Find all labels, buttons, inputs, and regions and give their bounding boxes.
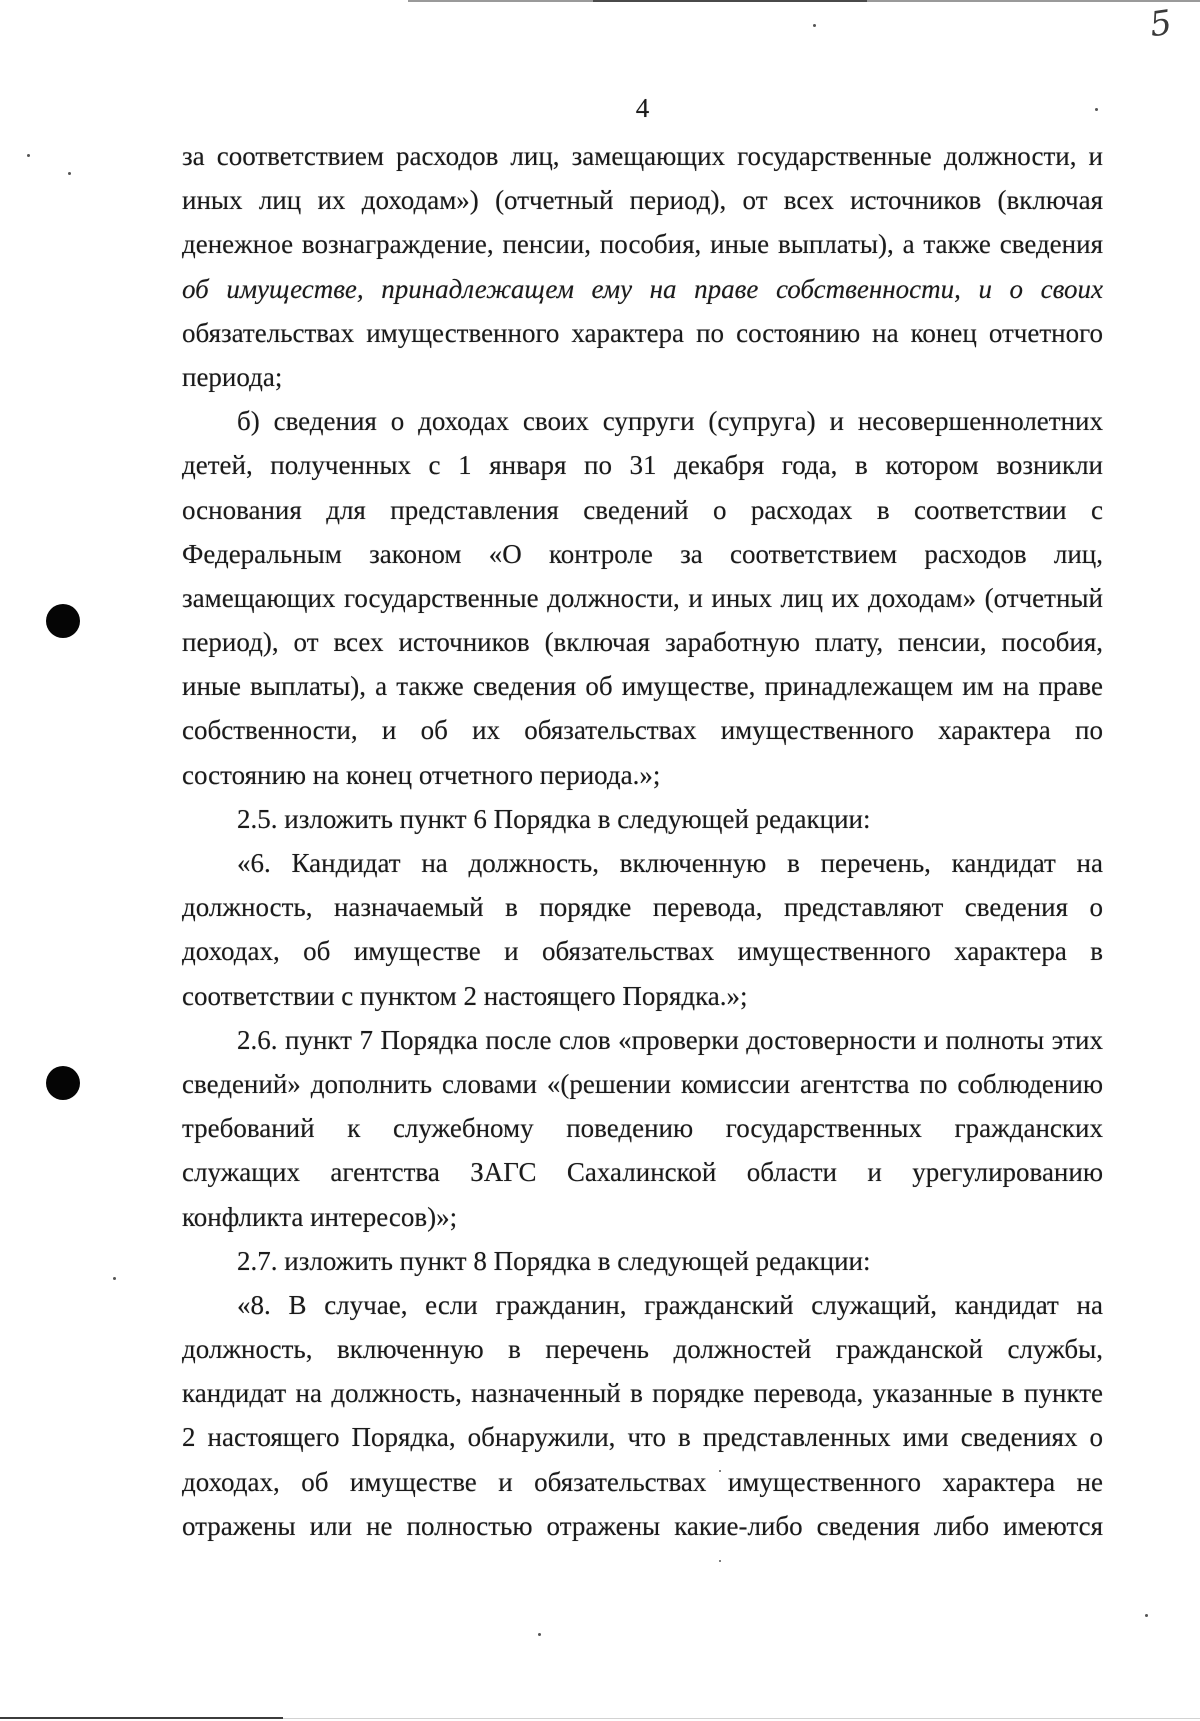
scan-speck — [719, 1560, 721, 1562]
document-body — [182, 134, 1103, 1548]
punch-hole — [46, 604, 80, 638]
scan-speck — [813, 24, 816, 27]
text-line: должность, включенную в перечень должностей гражданской службы, — [182, 1334, 1103, 1365]
scan-speck — [68, 172, 71, 175]
text-line: кандидат на должность, назначенный в порядке перевода, указанные в пункте — [182, 1378, 1103, 1409]
text-line: 2.7. изложить пункт 8 Порядка в следующей редакции: — [237, 1245, 871, 1276]
text-line: конфликта интересов)»; — [182, 1201, 458, 1232]
text-line: за соответствием расходов лиц, замещающих государственные должности, и — [182, 141, 1103, 171]
text-line: период), от всех источников (включая заработную плату, пенсии, пособия, — [182, 627, 1103, 658]
punch-hole — [46, 1066, 80, 1100]
text-line: иных лиц их доходам») (отчетный период), от всех источников (включая — [182, 185, 1103, 216]
scan-edge-top-dark — [593, 0, 867, 2]
paragraph — [182, 1283, 1103, 1548]
text-line: Федеральным законом «О контроле за соответствием расходов лиц, — [182, 538, 1103, 569]
text-line: служащих агентства ЗАГС Сахалинской области и урегулированию — [182, 1157, 1103, 1188]
paragraph — [182, 399, 1103, 797]
text-line: денежное вознаграждение, пенсии, пособия, иные выплаты), а также сведения — [182, 229, 1103, 260]
scan-speck — [1145, 1614, 1148, 1617]
text-line: «6. Кандидат на должность, включенную в перечень, кандидат на — [237, 848, 1103, 878]
paragraph — [182, 134, 1103, 399]
text-line: основания для представления сведений о расходах в соответствии с — [182, 494, 1103, 525]
text-line: требований к служебному поведению государственных гражданских — [182, 1113, 1103, 1144]
text-line: замещающих государственные должности, и иных лиц их доходам» (отчетный — [182, 582, 1103, 613]
text-line: б) сведения о доходах своих супруги (супруга) и несовершеннолетних — [237, 406, 1103, 437]
text-line: соответствии с пунктом 2 настоящего Порядка.»; — [182, 980, 748, 1011]
text-line: «8. В случае, если гражданин, гражданский служащий, кандидат на — [237, 1289, 1103, 1320]
scan-speck — [27, 154, 30, 157]
text-line: 2.5. изложить пункт 6 Порядка в следующей редакции: — [237, 803, 871, 834]
scan-edge-bottom — [283, 1718, 1200, 1719]
text-line: состоянию на конец отчетного периода.»; — [182, 759, 661, 790]
handwritten-sheet-number: 5 — [1147, 2, 1175, 46]
text-line: доходах, об имуществе и обязательствах имущественного характера в — [182, 936, 1103, 967]
text-line: сведений» дополнить словами «(решении комиссии агентства по соблюдению — [182, 1068, 1103, 1099]
scan-speck — [538, 1633, 541, 1636]
text-line: обязательствах имущественного характера по состоянию на конец отчетного — [182, 317, 1103, 348]
text-line: 2 настоящего Порядка, обнаружили, что в представленных ими сведениях о — [182, 1422, 1103, 1453]
paragraph — [182, 1018, 1103, 1239]
text-line: об имуществе, принадлежащем ему на праве собственности, и о своих — [182, 273, 1103, 304]
page-number: 4 — [635, 93, 650, 123]
scan-speck — [113, 1277, 116, 1280]
text-line: детей, полученных с 1 января по 31 декабря года, в котором возникли — [182, 450, 1103, 481]
text-line: должность, назначаемый в порядке перевода, представляют сведения о — [182, 892, 1103, 923]
text-line: иные выплаты), а также сведения об имуществе, принадлежащем им на праве — [182, 671, 1103, 702]
text-line: доходах, об имуществе и обязательствах имущественного характера не — [182, 1466, 1103, 1497]
text-line: периода; — [182, 361, 283, 392]
text-line: отражены или не полностью отражены какие-либо сведения либо имеются — [182, 1510, 1103, 1541]
paragraph — [182, 841, 1103, 1018]
text-line: 2.6. пункт 7 Порядка после слов «проверки достоверности и полноты этих — [237, 1024, 1103, 1055]
scan-edge-bottom-dark — [0, 1717, 283, 1719]
text-line: собственности, и об их обязательствах имущественного характера по — [182, 715, 1103, 746]
paragraph — [182, 1239, 1103, 1283]
paragraph — [182, 797, 1103, 841]
